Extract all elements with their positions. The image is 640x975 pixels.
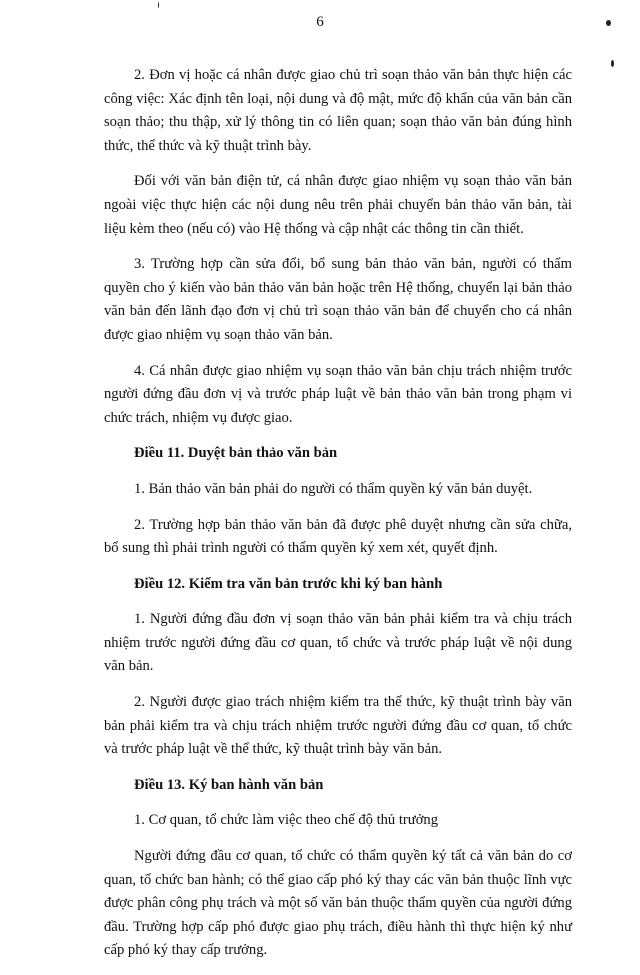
paragraph: Người đứng đầu cơ quan, tổ chức có thẩm quyền ký tất cả văn bản do cơ quan, tổ chức ban hành; có thể giao cấp phó ký thay các văn bản thuộc lĩnh vực được phân công phụ trách và một số văn bản thuộc thẩm quyền của người đứng đầu. Trường hợp cấp phó được giao phụ trách, điều hành thì thực hiện ký như cấp phó ký thay cấp trưởng. xyxy=(104,848,572,959)
paragraph: 1. Cơ quan, tổ chức làm việc theo chế độ thủ trưởng xyxy=(134,812,439,829)
scan-speck xyxy=(611,60,614,67)
article-heading: Điều 11. Duyệt bản thảo văn bản xyxy=(134,445,338,462)
document-body xyxy=(104,64,572,975)
paragraph: 3. Trường hợp cần sửa đổi, bổ sung bản thảo văn bản, người có thẩm quyền cho ý kiến vào bản thảo văn bản hoặc trên Hệ thống, chuyển lại bản thảo văn bản đến lãnh đạo đơn vị chủ trì soạn thảo văn bản để chuyển cho cá nhân được giao nhiệm vụ soạn thảo văn bản. xyxy=(104,256,572,343)
paragraph: 2. Người được giao trách nhiệm kiểm tra thể thức, kỹ thuật trình bày văn bản phải kiểm tra và chịu trách nhiệm trước người đứng đầu cơ quan, tổ chức và trước pháp luật về thể thức, kỹ thuật trình bày văn bản. xyxy=(104,694,572,758)
page-number: 6 xyxy=(316,14,324,30)
paragraph: 2. Trường hợp bản thảo văn bản đã được phê duyệt nhưng cần sửa chữa, bổ sung thì phải trình người có thẩm quyền ký xem xét, quyết định. xyxy=(104,516,572,557)
paragraph: 1. Bản thảo văn bản phải do người có thẩm quyền ký văn bản duyệt. xyxy=(134,480,533,497)
paragraph: 4. Cá nhân được giao nhiệm vụ soạn thảo văn bản chịu trách nhiệm trước người đứng đầu đơn vị và trước pháp luật về bản thảo văn bản trong phạm vi chức trách, nhiệm vụ được giao. xyxy=(104,362,572,426)
article-heading: Điều 12. Kiểm tra văn bản trước khi ký ban hành xyxy=(134,575,443,592)
paragraph: 1. Người đứng đầu đơn vị soạn thảo văn bản phải kiểm tra và chịu trách nhiệm trước người đứng đầu cơ quan, tổ chức và trước pháp luật về nội dung văn bản. xyxy=(104,611,572,675)
scan-speck xyxy=(158,2,159,8)
paragraph: Đối với văn bản điện tử, cá nhân được giao nhiệm vụ soạn thảo văn bản ngoài việc thực hiện các nội dung nêu trên phải chuyển bản thảo văn bản, tài liệu kèm theo (nếu có) vào Hệ thống và cập nhật các thông tin cần thiết. xyxy=(104,173,572,237)
scan-speck xyxy=(606,20,611,26)
article-heading: Điều 13. Ký ban hành văn bản xyxy=(134,776,324,793)
paragraph: 2. Đơn vị hoặc cá nhân được giao chủ trì soạn thảo văn bản thực hiện các công việc: Xác định tên loại, nội dung và độ mật, mức độ khẩn của văn bản cần soạn thảo; thu thập, xử lý thông tin có liên quan; soạn thảo văn bản đúng hình thức, thể thức và kỹ thuật trình bày. xyxy=(104,67,572,154)
